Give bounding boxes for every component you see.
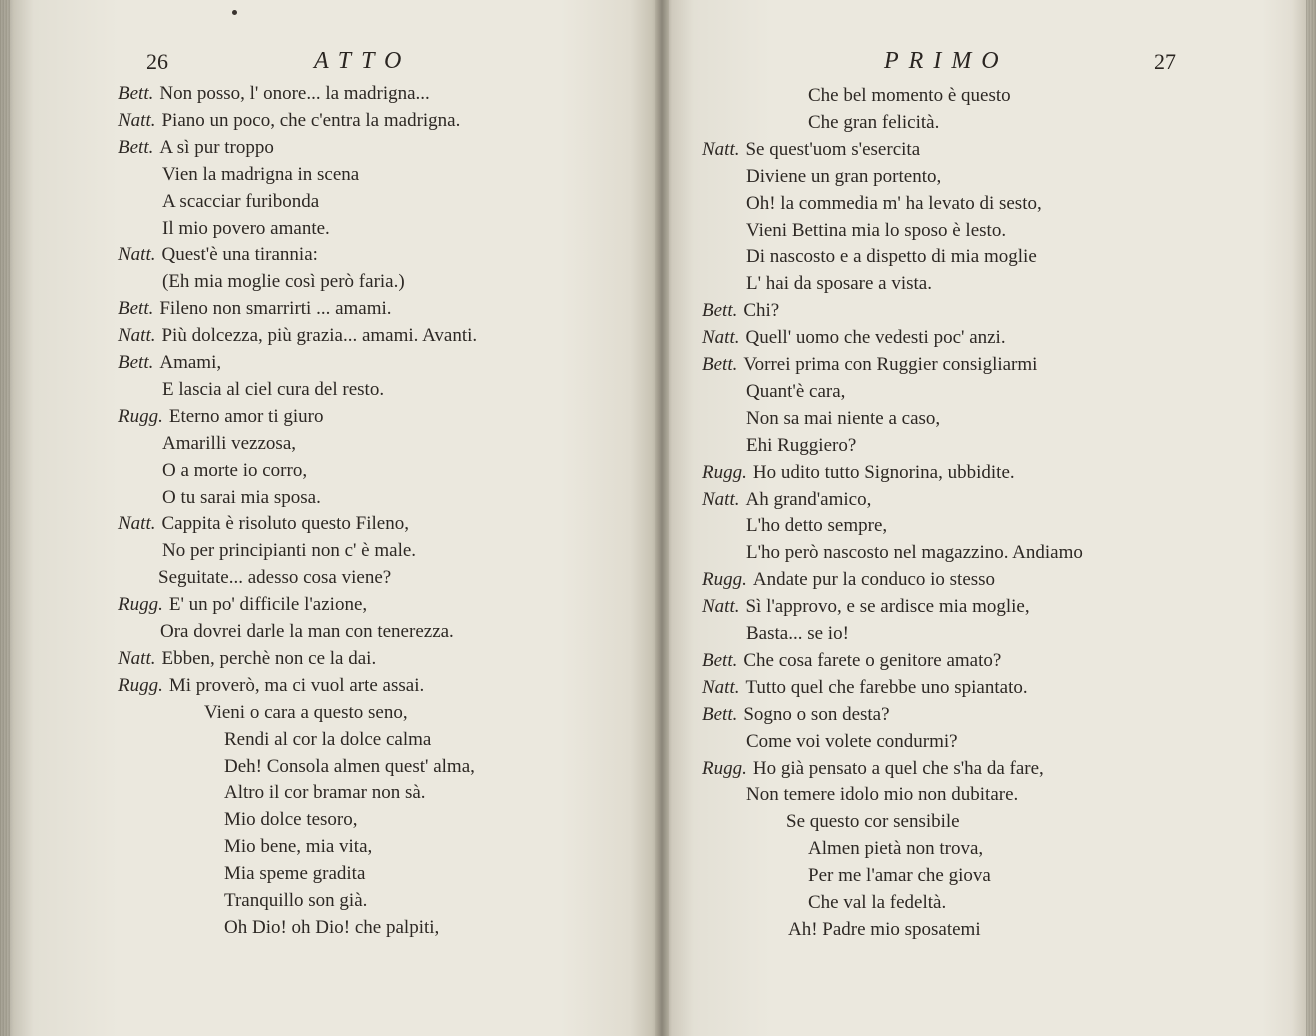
verse-text: O tu sarai mia sposa. [162,486,321,508]
verse-line [224,835,372,859]
verse-text: Ah! Padre mio sposatemi [788,918,981,940]
verse-line [808,837,983,861]
running-head-left: ATTO [314,48,412,74]
verse-text: Tutto quel che farebbe uno spiantato. [745,676,1028,698]
verse-line [702,649,1001,673]
verse-line [118,593,367,617]
verse-text: Seguitate... adesso cosa viene? [158,567,392,589]
verse-line [808,864,991,888]
verse-text: Amarilli vezzosa, [162,432,297,454]
verse-line [118,674,424,698]
verse-text: Vieni Bettina mia lo sposo è lesto. [746,219,1007,241]
verse-line [162,432,296,456]
verse-line [118,136,274,160]
speaker-label: Bett. [702,354,738,375]
verse-text: (Eh mia moglie così però faria.) [162,271,405,293]
verse-text: Vien la madrigna in scena [162,163,360,185]
speaker-label: Natt. [118,325,156,347]
verse-line [224,889,367,913]
verse-line [702,353,1037,377]
verse-line [162,163,359,187]
verse-text: Per me l'amar che giova [808,865,991,887]
verse-text: Vorrei prima con Ruggier consigliarmi [743,354,1038,375]
verse-text: Mia speme gradita [224,863,366,885]
verse-text: Mio dolce tesoro, [224,809,358,831]
verse-text: A sì pur troppo [159,136,274,158]
verse-line [786,810,960,834]
verse-text: Deh! Consola almen quest' alma, [224,755,475,777]
verse-line [162,486,321,510]
verse-text: E' un po' difficile l'azione, [168,594,368,616]
verse-text: Ehi Ruggiero? [746,434,857,456]
verse-text: L'ho detto sempre, [746,515,888,537]
verse-text: L'ho però nascosto nel magazzino. Andiamo [746,542,1083,564]
verse-line [702,757,1044,781]
speaker-label: Rugg. [118,405,163,427]
verse-text: Di nascosto e a dispetto di mia moglie [746,246,1037,268]
verse-text: Se questo cor sensibile [786,811,960,833]
speaker-label: Natt. [702,676,740,698]
verse-text: Che cosa farete o genitore amato? [743,649,1002,671]
verse-text: Come voi volete condurmi? [746,730,958,752]
verse-text: Oh Dio! oh Dio! che palpiti, [224,916,440,938]
verse-text: Amami, [159,352,222,373]
verse-line [702,461,1015,485]
verse-line [118,109,460,133]
verse-text: Non temere idolo mio non dubitare. [746,784,1019,806]
verse-line [162,190,319,214]
page-edge [0,0,10,1036]
verse-line [118,512,409,536]
verse-text: Non posso, l' onore... la madrigna... [159,83,430,104]
verse-text: Almen pietà non trova, [808,838,984,860]
page-number-right: 27 [1154,49,1176,74]
verse-line [204,701,408,725]
verse-text: Rendi al cor la dolce calma [224,728,432,750]
verse-line [224,755,475,779]
verse-text: Andate pur la conduco io stesso [752,569,996,591]
verse-text: O a morte io corro, [162,459,308,481]
page-number-left: 26 [146,49,168,74]
verse-line [160,620,454,644]
verse-line [158,566,391,590]
book-gutter [655,0,669,1036]
running-head-right: PRIMO [884,48,1009,74]
verse-text: Sogno o son desta? [743,703,890,725]
speaker-label: Natt. [118,647,156,669]
verse-text: E lascia al ciel cura del resto. [162,378,385,400]
speaker-label: Bett. [702,703,738,725]
verse-line [702,138,920,162]
verse-line [162,270,405,294]
verse-line [746,192,1042,216]
verse-line [808,84,1011,108]
speaker-label: Bett. [118,136,154,158]
verse-line [746,783,1018,807]
verse-text: L' hai da sposare a vista. [746,273,932,295]
verse-text: Altro il cor bramar non sà. [224,782,426,804]
verse-line [746,165,941,189]
verse-line [808,111,939,135]
verse-text: Che bel momento è questo [808,85,1011,106]
verse-text: Ho udito tutto Signorina, ubbidite. [752,461,1015,483]
verse-text: No per principianti non c' è male. [162,540,417,562]
verse-text: Ho già pensato a quel che s'ha da fare, [752,757,1044,779]
verse-line [118,324,477,348]
speaker-label: Rugg. [702,569,747,591]
speaker-label: Natt. [702,596,740,618]
ink-dot [232,10,237,15]
verse-line [224,728,431,752]
verse-text: Oh! la commedia m' ha levato di sesto, [746,192,1042,214]
verse-line [118,405,323,429]
verse-line [224,781,426,805]
speaker-label: Natt. [118,109,156,131]
verse-line [702,703,890,727]
right-page [662,0,1316,1036]
verse-text: Mi proverò, ma ci vuol arte assai. [168,674,425,696]
verse-line [162,459,307,483]
verse-line [702,488,871,512]
verse-line [746,730,958,754]
verse-text: Più dolcezza, più grazia... amami. Avanti. [161,325,478,347]
verse-line [746,219,1006,243]
verse-line [746,380,845,404]
verse-line [702,595,1030,619]
verse-line [118,297,392,321]
verse-line [118,82,430,106]
verse-text: Cappita è risoluto questo Fileno, [161,513,409,535]
verse-text: Piano un poco, che c'entra la madrigna. [161,109,461,131]
verse-text: Diviene un gran portento, [746,165,942,187]
verse-text: Ebben, perchè non ce la dai. [161,647,377,669]
verse-line [788,918,981,942]
speaker-label: Rugg. [118,674,163,696]
verse-text: Non sa mai niente a caso, [746,407,941,429]
speaker-label: Natt. [118,244,156,266]
verse-text: Se quest'uom s'esercita [745,138,921,160]
verse-line [118,243,318,267]
verse-line [808,891,946,915]
speaker-label: Rugg. [118,594,163,616]
verse-line [224,862,365,886]
verse-line [746,434,856,458]
verse-line [162,539,416,563]
verse-line [162,217,330,241]
verse-text: A scacciar furibonda [162,190,320,212]
verse-line [746,514,887,538]
verse-line [702,568,995,592]
verse-text: Che val la fedeltà. [808,892,947,913]
verse-line [746,272,932,296]
verse-text: Che gran felicità. [808,111,940,133]
verse-text: Quest'è una tirannia: [161,244,318,266]
speaker-label: Natt. [702,488,740,510]
verse-text: Ah grand'amico, [745,488,872,510]
verse-text: Sì l'approvo, e se ardisce mia moglie, [745,596,1030,618]
verse-text: Quant'è cara, [746,380,846,402]
speaker-label: Bett. [702,649,738,671]
verse-text: Fileno non smarrirti ... amami. [159,298,392,320]
verse-line [746,541,1083,565]
speaker-label: Natt. [702,138,740,160]
verse-line [746,407,940,431]
verse-text: Basta... se io! [746,623,849,644]
speaker-label: Natt. [702,327,740,349]
verse-text: Chi? [743,300,780,322]
verse-text: Eterno amor ti giuro [168,405,324,427]
verse-line [118,647,376,671]
verse-text: Quell' uomo che vedesti poc' anzi. [745,327,1006,349]
speaker-label: Bett. [118,298,154,320]
verse-line [702,326,1006,350]
verse-text: Ora dovrei darle la man con tenerezza. [160,621,454,642]
verse-text: Tranquillo son già. [224,890,368,911]
verse-line [162,378,384,402]
speaker-label: Natt. [118,513,156,535]
verse-line [746,622,849,646]
verse-text: Vieni o cara a questo seno, [204,701,408,723]
page-edge [1306,0,1316,1036]
verse-line [224,808,358,832]
speaker-label: Rugg. [702,757,747,779]
verse-line [118,351,221,375]
speaker-label: Bett. [702,300,738,322]
verse-line [746,245,1037,269]
verse-text: Il mio povero amante. [162,217,330,239]
verse-line [224,916,439,940]
speaker-label: Bett. [118,352,154,373]
verse-line [702,299,779,323]
speaker-label: Rugg. [702,461,747,483]
verse-line [702,676,1028,700]
verse-text: Mio bene, mia vita, [224,836,373,858]
speaker-label: Bett. [118,83,154,104]
